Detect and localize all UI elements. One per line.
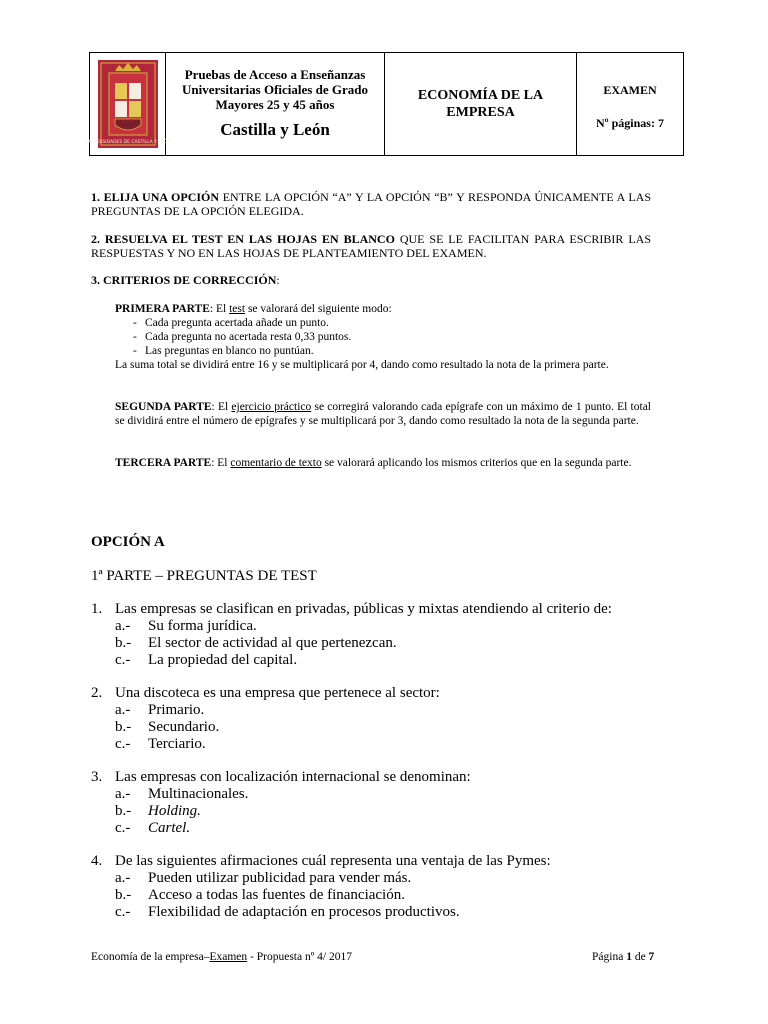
option-text: Acceso a todas las fuentes de financiación.	[148, 887, 405, 903]
question-number: 3.	[91, 769, 103, 785]
university-seal-icon	[84, 59, 171, 149]
answer-option	[91, 618, 691, 635]
criteria-part-3	[115, 456, 651, 470]
option-key: c.-	[115, 820, 131, 836]
answer-option	[91, 870, 691, 887]
instruction-3	[91, 273, 651, 287]
option-key: c.-	[115, 904, 131, 920]
instruction-3-bold: 3. CRITERIOS DE CORRECCIÓN	[91, 273, 277, 287]
pages-label: Nº páginas: 7	[596, 116, 664, 130]
footer-proposal: - Propuesta nº 4/ 2017	[247, 951, 352, 963]
answer-option	[91, 887, 691, 904]
criteria-3-underline: comentario de texto	[230, 457, 322, 469]
option-key: a.-	[115, 702, 131, 718]
question-1	[91, 601, 691, 669]
footer-page-label: Página	[592, 951, 627, 963]
option-key: b.-	[115, 887, 132, 903]
option-a-title: OPCIÓN A	[91, 534, 165, 550]
option-text: Pueden utilizar publicidad para vender más.	[148, 870, 412, 886]
institution-line-2: Universitarias Oficiales de Grado	[182, 82, 368, 97]
criteria-1-bold: PRIMERA PARTE	[115, 303, 210, 315]
option-text: Multinacionales.	[148, 786, 249, 802]
exam-label: EXAMEN	[603, 83, 657, 97]
instruction-1	[91, 190, 651, 218]
subject-cell	[385, 53, 577, 155]
option-key: c.-	[115, 736, 131, 752]
question-2	[91, 685, 691, 753]
question-number: 1.	[91, 601, 103, 617]
answer-option	[91, 803, 691, 820]
criteria-1-text-a: : El	[209, 303, 230, 315]
answer-option	[91, 820, 691, 837]
criteria-1-text-b: se valorará del siguiente modo:	[245, 303, 392, 315]
answer-option	[91, 786, 691, 803]
option-text: Primario.	[148, 702, 205, 718]
footer-of-label: de	[631, 951, 649, 963]
list-item: - Cada pregunta no acertada resta 0,33 puntos.	[115, 330, 651, 344]
option-key: a.-	[115, 786, 131, 802]
criteria-2-underline: ejercicio práctico	[231, 401, 312, 413]
footer-left	[91, 951, 352, 963]
option-text: El sector de actividad al que pertenezcan.	[148, 635, 397, 651]
criteria-1-underline: test	[229, 303, 246, 315]
criteria-part-2	[115, 400, 651, 428]
subject-line-2: EMPRESA	[446, 105, 515, 120]
footer-total-pages: 7	[648, 951, 655, 963]
institution-line-1: Pruebas de Acceso a Enseñanzas	[184, 67, 366, 82]
question-stem: De las siguientes afirmaciones cuál representa una ventaja de las Pymes:	[115, 853, 551, 869]
logo-cell	[84, 53, 171, 155]
answer-option	[91, 702, 691, 719]
question-stem: Las empresas se clasifican en privadas, públicas y mixtas atendiendo al criterio de:	[115, 601, 612, 617]
option-key: b.-	[115, 635, 132, 651]
criteria-1-list	[115, 316, 651, 358]
list-item: - Las preguntas en blanco no puntúan.	[115, 344, 651, 358]
question-stem: Las empresas con localización internacional se denominan:	[115, 769, 471, 785]
instruction-2-text: QUE SE LE FACILITAN PARA ESCRIBIR LAS RESPUESTAS Y NO EN LAS HOJAS DE PLANTEAMIENTO DEL EXAMEN.	[91, 232, 651, 260]
criteria-2-bold: SEGUNDA PARTE	[115, 401, 212, 413]
answer-option	[91, 719, 691, 736]
footer-page-number	[592, 951, 654, 963]
option-text: Flexibilidad de adaptación en procesos productivos.	[148, 904, 460, 920]
institution-line-3: Mayores 25 y 45 años	[215, 97, 335, 112]
instruction-2	[91, 232, 651, 260]
criteria-3-text-b: se valorará aplicando los mismos criterios que en la segunda parte.	[321, 457, 632, 469]
criteria-2-text-a: : El	[211, 401, 232, 413]
criteria-3-bold: TERCERA PARTE	[115, 457, 212, 469]
criteria-part-1	[115, 302, 651, 372]
list-item: - Cada pregunta acertada añade un punto.	[115, 316, 651, 330]
footer-subject: Economía de la empresa–	[91, 951, 210, 963]
answer-option	[91, 904, 691, 921]
institution-cell	[166, 53, 385, 155]
option-key: b.-	[115, 803, 132, 819]
answer-option	[91, 736, 691, 753]
option-text: La propiedad del capital.	[148, 652, 298, 668]
criteria-1-tail: La suma total se dividirá entre 16 y se multiplicará por 4, dando como resultado la nota de la primera parte.	[115, 359, 609, 371]
option-key: b.-	[115, 719, 132, 735]
footer-current-page: 1	[626, 951, 632, 963]
option-text: Su forma jurídica.	[148, 618, 257, 634]
question-4	[91, 853, 691, 921]
instruction-1-bold: 1. ELIJA UNA OPCIÓN	[91, 190, 220, 204]
header-table	[84, 52, 684, 156]
option-key: c.-	[115, 652, 131, 668]
answer-option	[91, 635, 691, 652]
option-key: a.-	[115, 618, 131, 634]
instruction-3-text: :	[276, 273, 280, 287]
criteria-2-text-b: se corregirá valorando cada epígrafe con un máximo de 1 punto. El total se dividirá entre el número de epígrafes y se multiplicará por 3, dando como resultado la nota de la segunda parte.	[115, 401, 651, 427]
option-text: Holding.	[148, 803, 201, 819]
question-number: 4.	[91, 853, 103, 869]
footer-exam: Examen	[209, 951, 248, 963]
answer-option	[91, 652, 691, 669]
question-stem: Una discoteca es una empresa que pertenece al sector:	[115, 685, 440, 701]
region-title: Castilla y León	[220, 120, 330, 139]
part-1-title: 1ª PARTE – PREGUNTAS DE TEST	[91, 568, 317, 584]
seal-text: UNIVERSIDADES DE CASTILLA Y LEÓN	[84, 140, 171, 145]
question-number: 2.	[91, 685, 103, 701]
question-3	[91, 769, 691, 837]
instruction-1-text: ENTRE LA OPCIÓN “A” Y LA OPCIÓN “B” Y RESPONDA ÚNICAMENTE A LAS PREGUNTAS DE LA OPCIÓN ELEGIDA.	[91, 190, 651, 218]
option-text: Terciario.	[148, 736, 206, 752]
option-text: Secundario.	[148, 719, 220, 735]
exam-cell	[577, 53, 683, 155]
subject-line-1: ECONOMÍA DE LA	[417, 88, 544, 103]
option-key: a.-	[115, 870, 131, 886]
criteria-3-text-a: : El	[211, 457, 231, 469]
instruction-2-bold: 2. RESUELVA EL TEST EN LAS HOJAS EN BLANCO	[91, 232, 395, 246]
option-text: Cartel.	[148, 820, 191, 836]
